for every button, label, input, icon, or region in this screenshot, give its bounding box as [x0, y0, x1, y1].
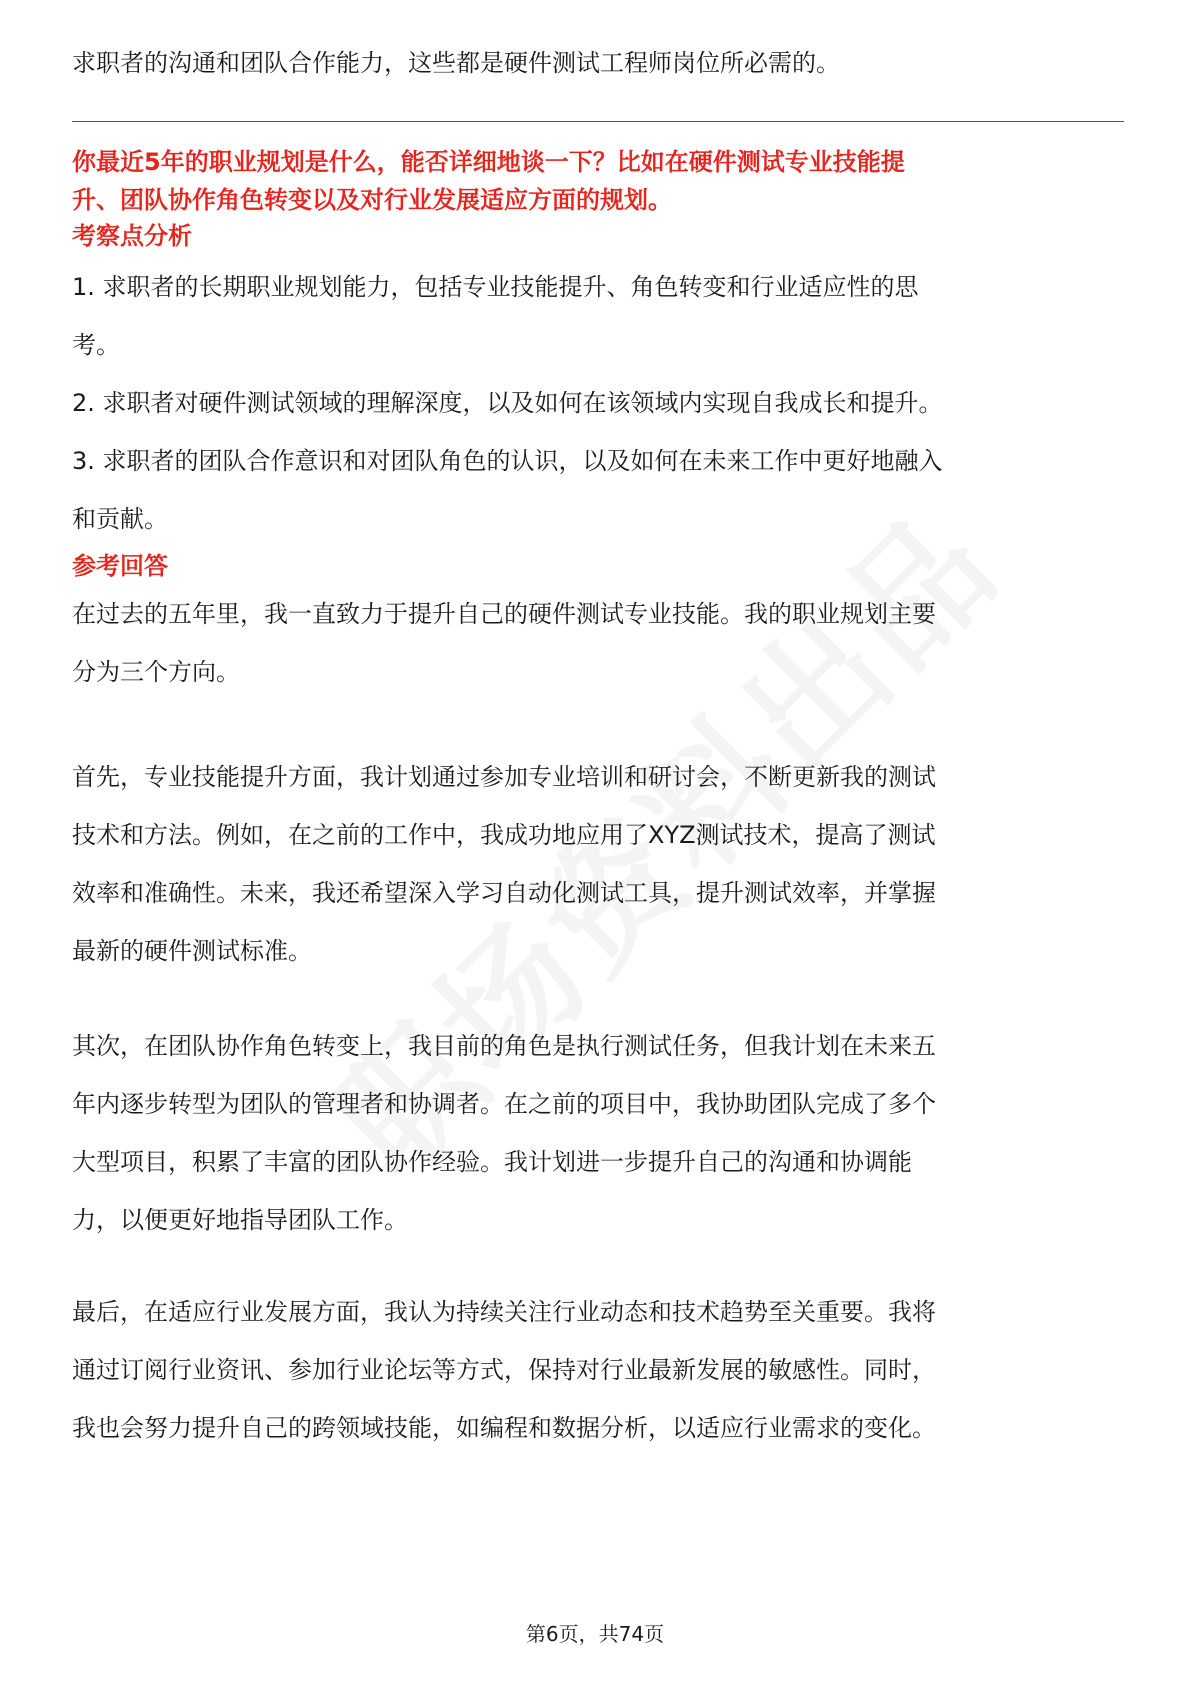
question-line: 升、团队协作角色转变以及对行业发展适应方面的规划。	[72, 186, 672, 214]
question-text	[72, 143, 1124, 219]
analysis-line: 和贡献。	[72, 505, 168, 533]
answer-line: 其次，在团队协作角色转变上，我目前的角色是执行测试任务，但我计划在未来五	[72, 1032, 936, 1060]
answer-line: 首先，专业技能提升方面，我计划通过参加专业培训和研讨会，不断更新我的测试	[72, 763, 936, 791]
answer-line: 通过订阅行业资讯、参加行业论坛等方式，保持对行业最新发展的敏感性。同时，	[72, 1356, 936, 1384]
answer-line: 我也会努力提升自己的跨领域技能，如编程和数据分析，以适应行业需求的变化。	[72, 1414, 936, 1442]
answer-line: 技术和方法。例如，在之前的工作中，我成功地应用了XYZ测试技术，提高了测试	[72, 821, 936, 849]
answer-line: 最后，在适应行业发展方面，我认为持续关注行业动态和技术趋势至关重要。我将	[72, 1298, 936, 1326]
answer-line: 力，以便更好地指导团队工作。	[72, 1206, 408, 1234]
analysis-heading: 考察点分析	[72, 222, 192, 250]
answer-line: 效率和准确性。未来，我还希望深入学习自动化测试工具，提升测试效率，并掌握	[72, 879, 936, 907]
answer-paragraph-1	[72, 585, 1124, 701]
analysis-line: 2. 求职者对硬件测试领域的理解深度，以及如何在该领域内实现自我成长和提升。	[72, 389, 943, 417]
intro-text: 求职者的沟通和团队合作能力，这些都是硬件测试工程师岗位所必需的。	[72, 49, 840, 77]
analysis-line: 1. 求职者的长期职业规划能力，包括专业技能提升、角色转变和行业适应性的思	[72, 273, 919, 301]
analysis-list	[72, 258, 1124, 548]
answer-line: 年内逐步转型为团队的管理者和协调者。在之前的项目中，我协助团队完成了多个	[72, 1090, 936, 1118]
answer-heading: 参考回答	[72, 552, 168, 580]
question-line: 你最近5年的职业规划是什么，能否详细地谈一下？比如在硬件测试专业技能提	[72, 148, 905, 176]
section-divider	[72, 121, 1124, 122]
answer-paragraph-3	[72, 1017, 1124, 1249]
answer-paragraph-2	[72, 748, 1124, 980]
page-number: 第6页，共74页	[525, 1622, 665, 1646]
answer-line: 大型项目，积累了丰富的团队协作经验。我计划进一步提升自己的沟通和协调能	[72, 1148, 912, 1176]
analysis-line: 考。	[72, 331, 120, 359]
answer-line: 最新的硬件测试标准。	[72, 937, 312, 965]
analysis-line: 3. 求职者的团队合作意识和对团队角色的认识，以及如何在未来工作中更好地融入	[72, 447, 943, 475]
document-page	[72, 0, 1124, 1684]
answer-line: 在过去的五年里，我一直致力于提升自己的硬件测试专业技能。我的职业规划主要	[72, 600, 936, 628]
answer-line: 分为三个方向。	[72, 658, 240, 686]
answer-paragraph-4	[72, 1283, 1124, 1457]
